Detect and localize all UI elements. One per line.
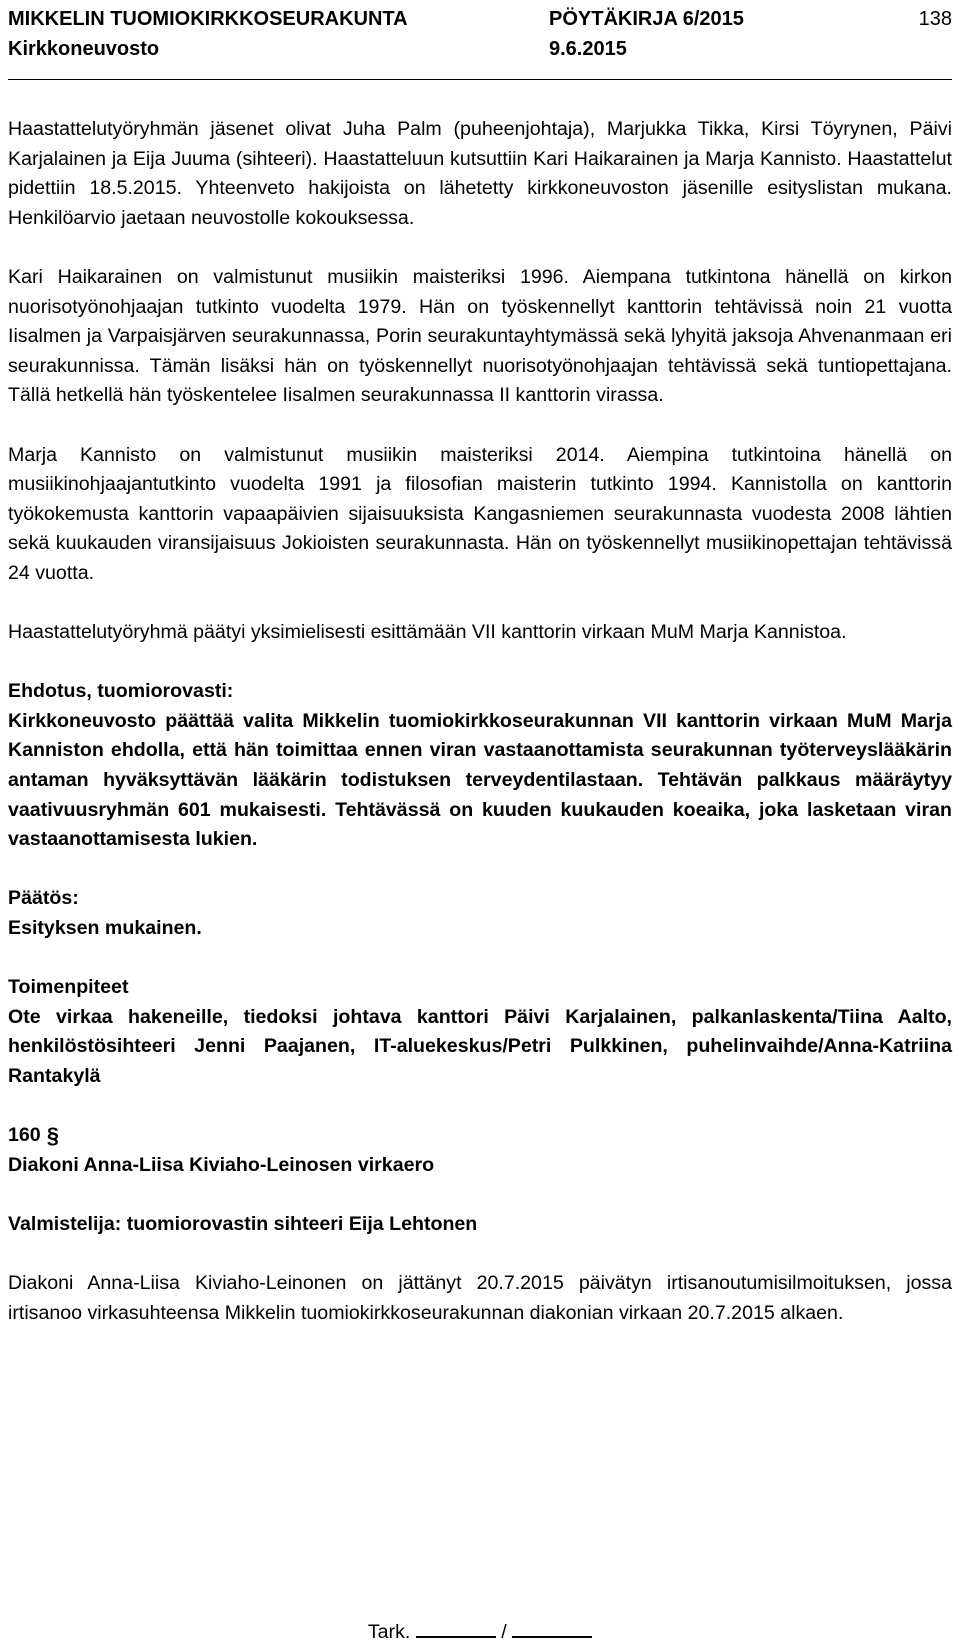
item-number-row	[8, 1121, 952, 1151]
header-row-2	[8, 34, 952, 64]
paragraph-kari-haikarainen: Kari Haikarainen on valmistunut musiikin maisteriksi 1996. Aiempana tutkintona hänellä on kirkon nuorisotyönohjaajan tutkinto vuodelta 1979. Hän on työskennellyt kanttorin tehtävissä noin 21 vuotta Iisalmen ja Varpaisjärven seurakunnassa, Porin seurakuntayhtymässä sekä lyhyitä jaksoja Ahvenanmaan eri seurakunnissa. Tämän lisäksi hän on työskennellyt nuorisotyönohjaajan tehtävissä sekä tuntiopettajana. Tällä hetkellä hän työskentelee Iisalmen seurakunnassa II kanttorin virassa.	[8, 265, 952, 407]
document-body	[8, 115, 952, 1328]
paragraph-marja-kannisto: Marja Kannisto on valmistunut musiikin maisteriksi 2014. Aiempina tutkintoina hänellä on musiikinohjaajantutkinto vuodelta 1991 ja filosofian maisterin tutkinto 1994. Kannistolla on kanttorin työkokemusta kanttorin vapaapäivien sijaisuuksista Kangasniemen seurakunnasta vuodesta 2008 lähtien sekä kuukauden viransijaisuus Jokioisten seurakunnasta. Hän on työskennellyt musiikinopettajan tehtävissä 24 vuotta.	[8, 443, 952, 584]
item-number: 160	[8, 1124, 41, 1147]
signature-blank-1	[416, 1620, 496, 1638]
page-header	[8, 4, 952, 64]
item-text: Diakoni Anna-Liisa Kiviaho-Leinonen on jättänyt 20.7.2015 päivätyn irtisanoutumisilmoituksen, jossa irtisanoo virkasuhteensa Mikkelin tuomiokirkkoseurakunnan diakonian virkaan 20.7.2015 alkaen.	[8, 1272, 952, 1324]
paragraph-interview-group: Haastattelutyöryhmän jäsenet olivat Juha Palm (puheenjohtaja), Marjukka Tikka, Kirsi Töyrynen, Päivi Karjalainen ja Eija Juuma (sihteeri). Haastatteluun kutsuttiin Kari Haikarainen ja Marja Kannisto. Haastattelut pidettiin 18.5.2015. Yhteenveto hakijoista on lähetetty kirkkoneuvoston jäsenille esityslistan mukana. Henkilöarvio jaetaan neuvostolle kokouksessa.	[8, 118, 952, 229]
page-number: 138	[918, 8, 952, 30]
actions-label: Toimenpiteet	[8, 976, 129, 999]
item-title: Diakoni Anna-Liisa Kiviaho-Leinosen virkaero	[8, 1153, 435, 1176]
organization-name: MIKKELIN TUOMIOKIRKKOSEURAKUNTA	[8, 8, 408, 30]
item-preparer: Valmistelija: tuomiorovastin sihteeri Eija Lehtonen	[8, 1212, 478, 1235]
check-separator: /	[501, 1621, 507, 1643]
decision-text: Esityksen mukainen.	[8, 917, 202, 940]
actions-text: Ote virkaa hakeneille, tiedoksi johtava kanttori Päivi Karjalainen, palkanlaskenta/Tiina Aalto, henkilöstösihteeri Jenni Paajanen, IT-aluekeskus/Petri Pulkkinen, puhelinvaihde/Anna-Katriina Rantakylä	[8, 1005, 952, 1087]
meeting-date: 9.6.2015	[549, 38, 627, 60]
check-label: Tark.	[367, 1621, 411, 1643]
header-divider	[8, 79, 952, 80]
proposal-label: Ehdotus, tuomiorovasti:	[8, 680, 234, 703]
page-footer	[0, 1618, 960, 1646]
paragraph-group-conclusion: Haastattelutyöryhmä päätyi yksimielisesti esittämään VII kanttorin virkaan MuM Marja Kannistoa.	[8, 621, 847, 644]
header-row-1	[8, 4, 952, 34]
decision-label: Päätös:	[8, 887, 79, 910]
signature-blank-2	[512, 1620, 592, 1638]
document-title: PÖYTÄKIRJA 6/2015	[549, 8, 744, 30]
section-sign: §	[46, 1123, 59, 1149]
proposal-text: Kirkkoneuvosto päättää valita Mikkelin tuomiokirkkoseurakunnan VII kanttorin virkaan MuM Marja Kanniston ehdolla, että hän toimittaa ennen viran vastaanottamista seurakunnan työterveyslääkärin antaman hyväksyttävän lääkärin todistuksen terveydentilastaan. Tehtävän palkkaus määräytyy vaativuusryhmän 601 mukaisesti. Tehtävässä on kuuden kuukauden koeaika, joka lasketaan viran vastaanottamisesta lukien.	[8, 709, 952, 851]
meeting-body: Kirkkoneuvosto	[8, 38, 160, 60]
